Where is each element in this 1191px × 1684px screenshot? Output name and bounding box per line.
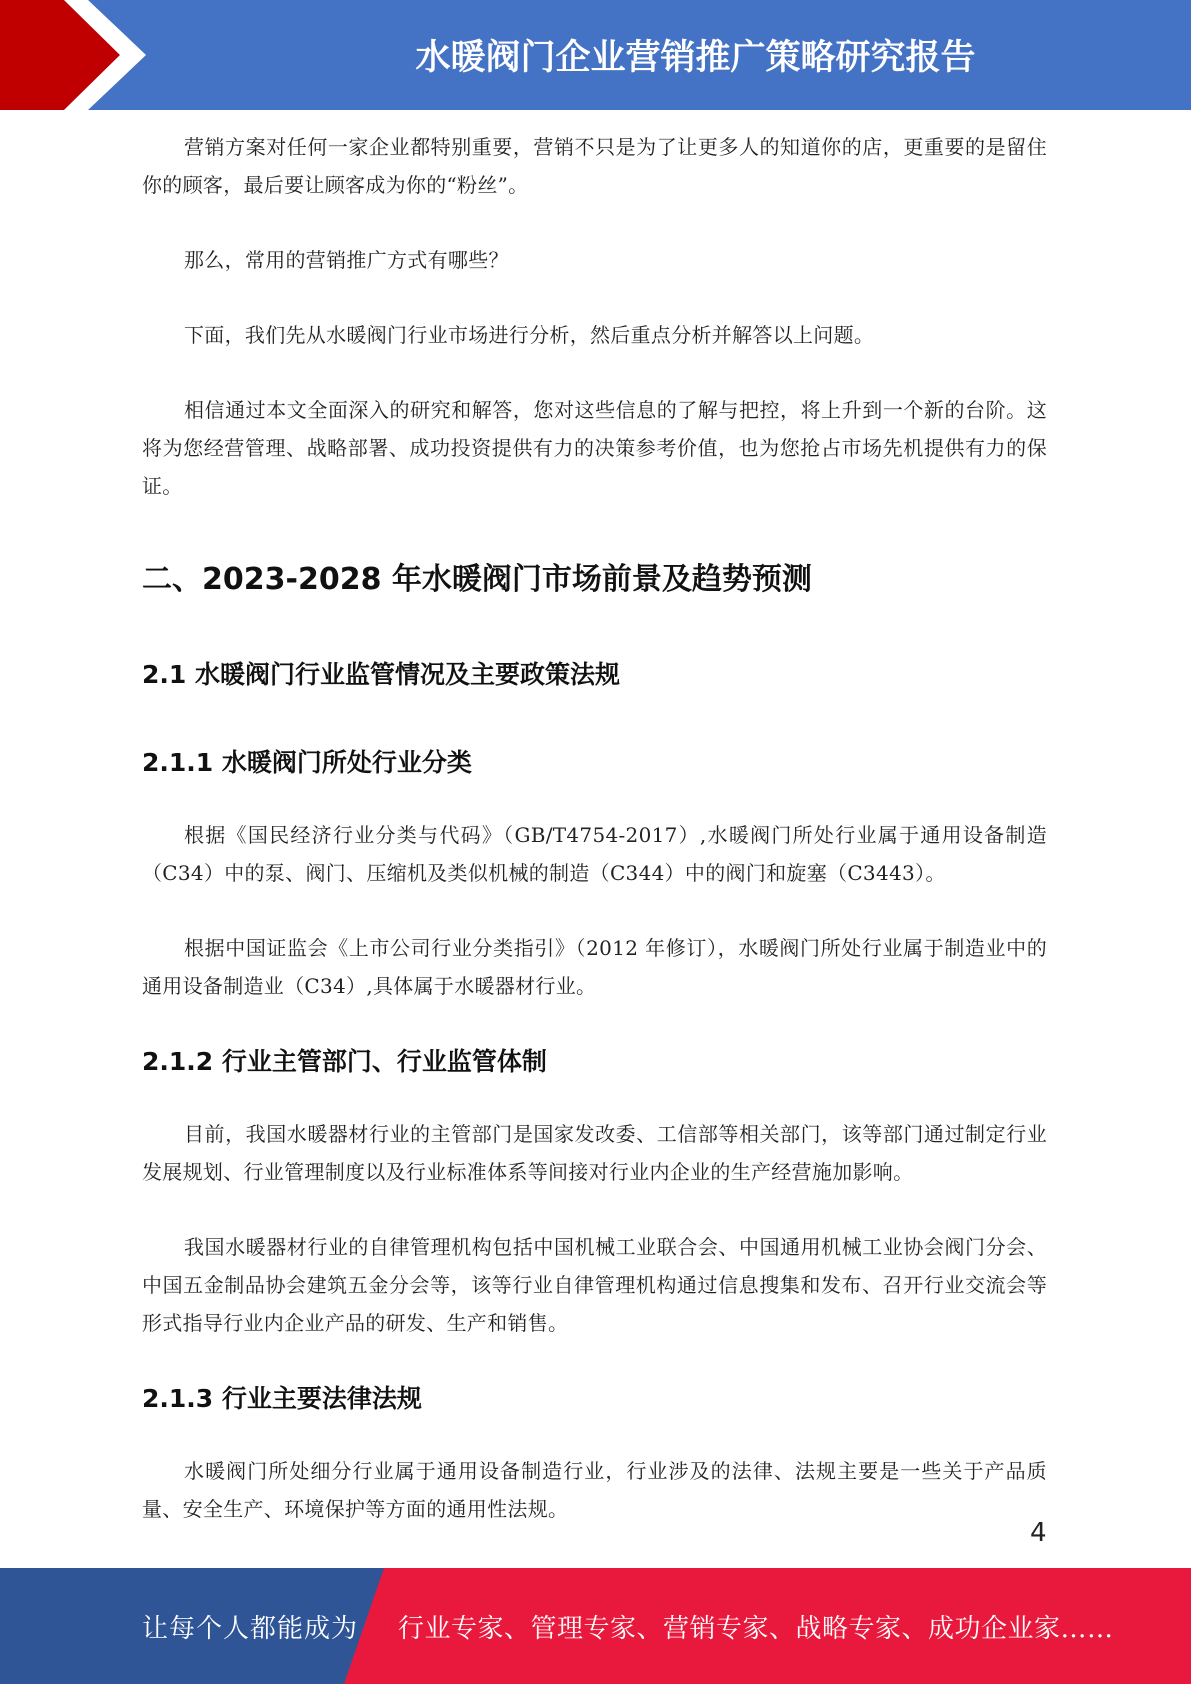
report-title: 水暖阀门企业营销推广策略研究报告 — [415, 38, 976, 78]
subsubsection-heading-2-1-3: 2.1.3 行业主要法律法规 — [142, 1384, 422, 1413]
intro-paragraph: 那么，常用的营销推广方式有哪些？ — [184, 248, 509, 272]
body-paragraph: 根据中国证监会《上市公司行业分类指引》（2012 年修订），水暖阀门所处行业属于制造业中的通用设备制造业（C34）,具体属于水暖器材行业。 — [142, 936, 1047, 998]
footer-slogan-right: 行业专家、管理专家、营销专家、战略专家、成功企业家…… — [398, 1613, 1114, 1644]
subsubsection-heading-2-1-2: 2.1.2 行业主管部门、行业监管体制 — [142, 1047, 547, 1076]
page-header — [0, 0, 1191, 110]
intro-paragraph: 下面，我们先从水暖阀门行业市场进行分析，然后重点分析并解答以上问题。 — [184, 323, 875, 347]
page-footer — [0, 1568, 1191, 1684]
subsection-heading: 2.1 水暖阀门行业监管情况及主要政策法规 — [142, 660, 620, 689]
intro-paragraph: 营销方案对任何一家企业都特别重要，营销不只是为了让更多人的知道你的店，更重要的是留住你的顾客，最后要让顾客成为你的“粉丝”。 — [142, 135, 1047, 197]
intro-paragraph: 相信通过本文全面深入的研究和解答，您对这些信息的了解与把控，将上升到一个新的台阶。这将为您经营管理、战略部署、成功投资提供有力的决策参考价值，也为您抢占市场先机提供有力的保证。 — [142, 398, 1047, 498]
footer-slogan-left: 让每个人都能成为 — [142, 1613, 359, 1644]
header-arrow-icon — [0, 0, 160, 110]
page-content — [142, 128, 1047, 1565]
body-paragraph: 水暖阀门所处细分行业属于通用设备制造行业，行业涉及的法律、法规主要是一些关于产品质量、安全生产、环境保护等方面的通用性法规。 — [142, 1459, 1047, 1521]
subsubsection-heading-2-1-1: 2.1.1 水暖阀门所处行业分类 — [142, 748, 472, 777]
body-paragraph: 我国水暖器材行业的自律管理机构包括中国机械工业联合会、中国通用机械工业协会阀门分会、中国五金制品协会建筑五金分会等，该等行业自律管理机构通过信息搜集和发布、召开行业交流会等形式指导行业内企业产品的研发、生产和销售。 — [142, 1235, 1047, 1335]
body-paragraph: 根据《国民经济行业分类与代码》（GB/T4754-2017）,水暖阀门所处行业属于通用设备制造（C34）中的泵、阀门、压缩机及类似机械的制造（C344）中的阀门和旋塞（C3443）。 — [142, 823, 1047, 885]
section-heading: 二、2023-2028 年水暖阀门市场前景及趋势预测 — [142, 562, 812, 597]
page-number: 4 — [1030, 1518, 1047, 1548]
body-paragraph: 目前，我国水暖器材行业的主管部门是国家发改委、工信部等相关部门，该等部门通过制定行业发展规划、行业管理制度以及行业标准体系等间接对行业内企业的生产经营施加影响。 — [142, 1122, 1047, 1184]
